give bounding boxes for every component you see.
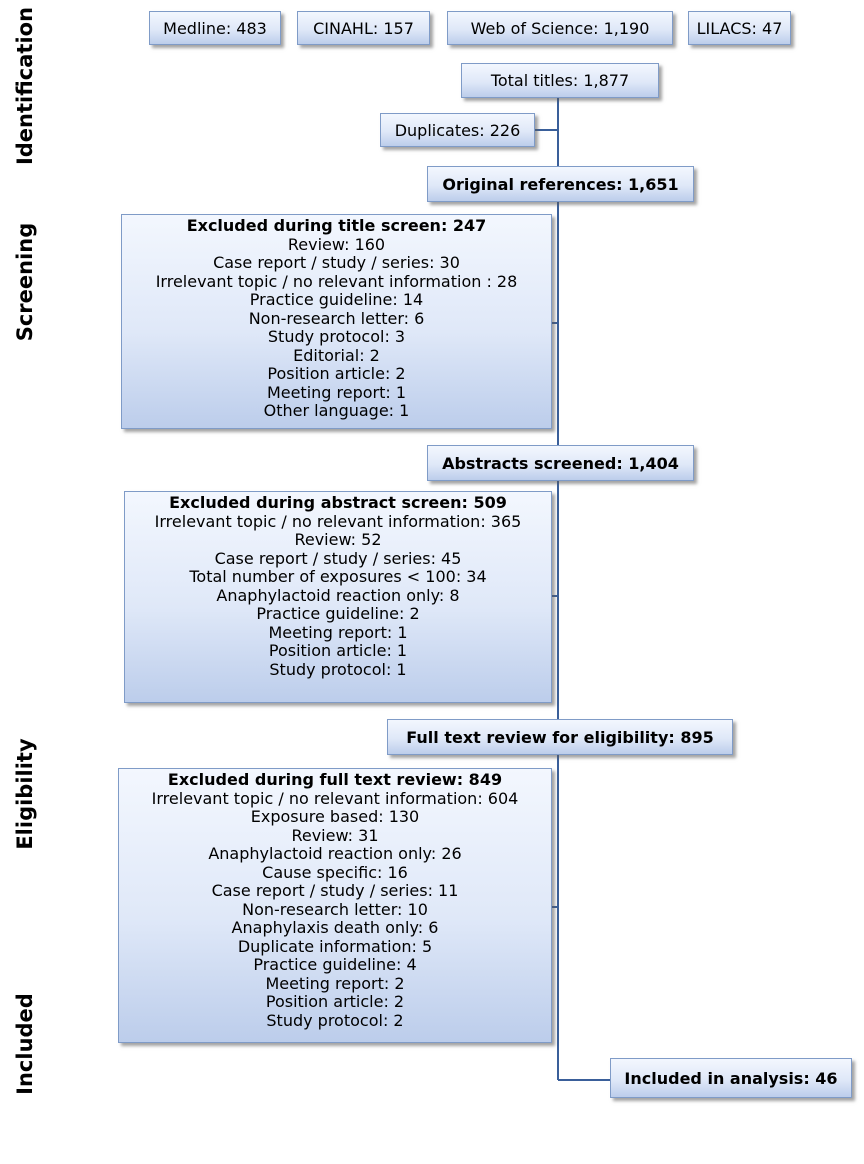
list-item: Practice guideline: 2 [256,604,420,623]
title-screen-heading: Excluded during title screen: 247 [186,216,487,235]
list-item: Study protocol: 3 [267,327,406,346]
list-item: Practice guideline: 4 [253,955,417,974]
list-item: Meeting report: 1 [266,382,407,402]
list-item: Study protocol: 2 [266,1010,404,1030]
abstract-screen-heading: Excluded during abstract screen: 509 [169,493,507,512]
list-item: Exposure based: 130 [250,807,420,826]
abstracts-screened-box: Abstracts screened: 1,404 [427,445,694,481]
stage-identification: Identification [13,6,37,166]
list-item: Cause specific: 16 [262,862,408,882]
list-item: Case report / study / series: 11 [211,881,459,900]
original-references-box: Original references: 1,651 [427,166,694,202]
full-text-excluded-box [118,768,552,1043]
stage-screening: Screening [13,222,37,342]
abstract-screen-excluded-box [124,491,552,703]
list-item: Position article: 2 [267,364,406,383]
list-item: Irrelevant topic / no relevant information : 28 [155,271,518,291]
list-item: Case report / study / series: 30 [213,253,460,272]
list-item: Duplicate information: 5 [237,936,433,956]
list-item: Total number of exposures < 100: 34 [189,567,487,586]
list-item: Case report / study / series: 45 [214,548,462,568]
list-item: Irrelevant topic / no relevant information: 365 [154,511,522,531]
list-item: Review: 160 [287,234,386,254]
stage-eligibility: Eligibility [13,738,37,850]
list-item: Anaphylaxis death only: 6 [231,918,439,937]
list-item: Position article: 2 [265,992,405,1011]
list-item: Irrelevant topic / no relevant information: 604 [151,788,519,808]
list-item: Non-research letter: 6 [248,308,425,328]
total-titles-box: Total titles: 1,877 [461,63,659,98]
list-item: Anaphylactoid reaction only: 8 [216,585,460,605]
list-item: Review: 31 [291,825,379,845]
list-item: Review: 52 [294,530,382,549]
source-web-of-science: Web of Science: 1,190 [447,11,673,45]
duplicates-box: Duplicates: 226 [380,113,535,147]
list-item: Meeting report: 1 [268,622,408,642]
included-in-analysis-box: Included in analysis: 46 [610,1058,852,1098]
source-lilacs: LILACS: 47 [688,11,791,45]
title-screen-excluded-box [121,214,552,429]
list-item: Study protocol: 1 [269,659,407,679]
list-item: Anaphylactoid reaction only: 26 [208,844,462,863]
list-item: Meeting report: 2 [265,973,405,993]
list-item: Other language: 1 [263,401,410,420]
list-item: Position article: 1 [268,641,408,660]
source-medline: Medline: 483 [149,11,281,45]
stage-included: Included [13,993,37,1095]
list-item: Editorial: 2 [293,345,380,365]
list-item: Non-research letter: 10 [242,899,428,919]
source-cinahl: CINAHL: 157 [297,11,430,45]
list-item: Practice guideline: 14 [249,290,424,309]
full-text-review-box: Full text review for eligibility: 895 [387,719,733,755]
full-text-excluded-heading: Excluded during full text review: 849 [167,770,503,789]
